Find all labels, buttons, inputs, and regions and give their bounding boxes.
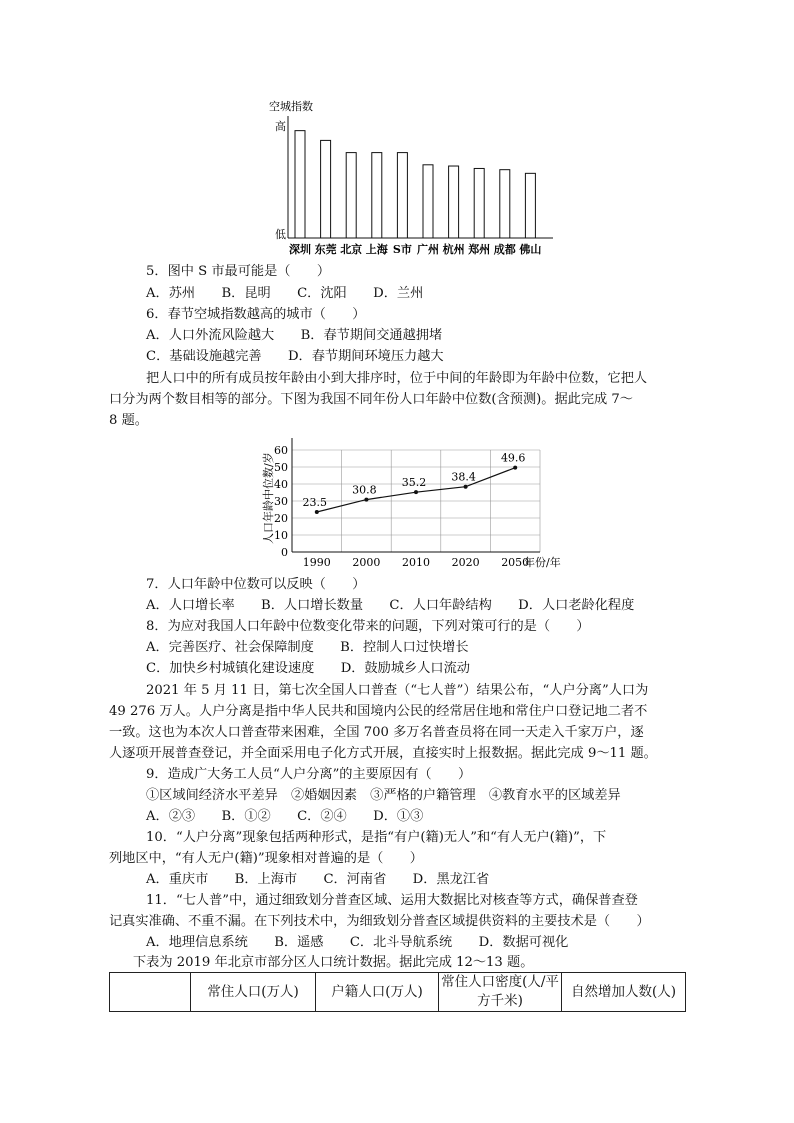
intro911-line4: 人逐项开展普查登记，并全面采用电子化方式开展，直接实时上报数据。据此完成 9～11 题。 <box>109 746 657 761</box>
data-label: 30.8 <box>352 483 377 497</box>
table-header-cell <box>110 973 191 1012</box>
q8-options-1: A．完善医疗、社会保障制度 B．控制人口过快增长 <box>146 640 469 655</box>
x-tick-label: 2020 <box>451 556 480 569</box>
q7-options: A．人口增长率 B．人口增长数量 C．人口年龄结构 D．人口老龄化程度 <box>146 598 635 613</box>
q11-options: A．地理信息系统 B．遥感 C．北斗导航系统 D．数据可视化 <box>146 935 569 950</box>
q6-options-2: C．基础设施越完善 D．春节期间环境压力越大 <box>146 349 444 364</box>
category-label: 佛山 <box>519 243 542 256</box>
category-label: 上海 <box>365 243 388 256</box>
y-tick-label: 0 <box>281 546 288 559</box>
chart1-ytick-high: 高 <box>275 120 286 133</box>
q11-line2: 记真实准确、不重不漏。在下列技术中，为细致划分普查区域提供资料的主要技术是（ ） <box>109 914 650 929</box>
x-tick-label: 2050 <box>501 556 530 569</box>
bar-7 <box>449 166 459 238</box>
table-header-cell: 常住人口密度(人/平方千米) <box>439 973 562 1012</box>
category-label: S市 <box>392 243 412 256</box>
y-tick-label: 20 <box>274 512 288 525</box>
data-point <box>513 466 517 470</box>
intro78-line3: 8 题。 <box>109 413 148 428</box>
category-label: 东莞 <box>314 243 337 256</box>
category-label: 郑州 <box>468 243 491 256</box>
q6-options-1: A．人口外流风险越大 B．春节期间交通越拥堵 <box>146 328 443 343</box>
table-header-cell: 常住人口(万人) <box>191 973 316 1012</box>
data-point <box>464 485 468 489</box>
q10-line2: 列地区中，“有人无户(籍)”现象相对普遍的是（ ） <box>109 851 423 866</box>
bar-5 <box>397 153 407 238</box>
data-label: 38.4 <box>451 470 476 484</box>
q10-options: A．重庆市 B．上海市 C．河南省 D．黑龙江省 <box>146 872 490 887</box>
y-tick-label: 10 <box>274 529 288 542</box>
data-label: 49.6 <box>500 451 526 465</box>
data-label: 23.5 <box>302 496 328 510</box>
data-label: 35.2 <box>401 476 427 490</box>
bar-4 <box>372 153 382 238</box>
q5-options: A．苏州 B．昆明 C．沈阳 D．兰州 <box>146 286 424 301</box>
chart2-series-line <box>317 468 515 512</box>
q9-options: A．②③ B．①② C．②④ D．①③ <box>146 809 424 824</box>
intro1213: 下表为 2019 年北京市部分区人口统计数据。据此完成 12～13 题。 <box>133 955 534 970</box>
bar-6 <box>423 165 433 238</box>
category-label: 杭州 <box>442 243 465 256</box>
population-table <box>109 972 686 1012</box>
data-point <box>364 498 368 502</box>
x-tick-label: 1990 <box>302 556 331 569</box>
bar-10 <box>525 173 535 238</box>
table-header-cell: 户籍人口(万人) <box>316 973 439 1012</box>
y-tick-label: 60 <box>274 444 288 457</box>
bar-9 <box>500 170 510 238</box>
q7-stem: 7．人口年龄中位数可以反映（ ） <box>146 577 366 592</box>
data-point <box>414 490 418 494</box>
bar-2 <box>321 140 331 238</box>
bar-3 <box>346 153 356 238</box>
q8-stem: 8．为应对我国人口年龄中位数变化带来的问题，下列对策可行的是（ ） <box>146 619 590 634</box>
intro911-line3: 一致。这也为本次人口普查带来困难，全国 700 多万名普查员将在同一天走入千家万户，逐 <box>109 725 644 740</box>
chart2-xlabel: 年份/年 <box>524 556 561 569</box>
q9-stem: 9．造成广大务工人员“人户分离”的主要原因有（ ） <box>146 767 472 782</box>
intro78-line1: 把人口中的所有成员按年龄由小到大排序时，位于中间的年龄即为年龄中位数，它把人 <box>146 371 648 386</box>
category-label: 深圳 <box>289 243 311 256</box>
x-tick-label: 2000 <box>352 556 381 569</box>
intro911-line2: 49 276 万人。人户分离是指中华人民共和国境内公民的经常居住地和常住户口登记地二者不 <box>109 704 648 719</box>
y-tick-label: 30 <box>274 495 288 508</box>
q10-line1: 10．“人户分离”现象包括两种形式，是指“有户(籍)无人”和“有人无户(籍)”，下 <box>146 830 607 845</box>
table-header-row <box>110 973 686 1012</box>
category-label: 广州 <box>417 243 439 256</box>
bar-8 <box>474 168 484 238</box>
bar-1 <box>295 131 305 238</box>
data-point <box>315 510 319 514</box>
category-label: 成都 <box>493 243 516 256</box>
intro78-line2: 口分为两个数目相等的部分。下图为我国不同年份人口年龄中位数(含预测)。据此完成 7～ <box>109 392 633 407</box>
q5-stem: 5．图中 S 市最可能是（ ） <box>146 264 331 279</box>
y-tick-label: 50 <box>274 461 288 474</box>
q9-items: ①区域间经济水平差异 ②婚姻因素 ③严格的户籍管理 ④教育水平的区域差异 <box>146 788 621 803</box>
empty-city-index-chart <box>260 96 560 258</box>
chart2-ylabel: 人口年龄中位数/岁 <box>262 452 275 544</box>
category-label: 北京 <box>340 243 363 256</box>
q11-line1: 11．“七人普”中，通过细致划分普查区域、运用大数据比对核查等方式，确保普查登 <box>146 893 638 908</box>
chart1-ylabel: 空城指数 <box>269 100 313 113</box>
table-header-cell: 自然增加人数(人) <box>562 973 686 1012</box>
q6-stem: 6．春节空城指数越高的城市（ ） <box>146 307 366 322</box>
y-tick-label: 40 <box>274 478 288 491</box>
x-tick-label: 2010 <box>402 556 430 569</box>
chart1-ytick-low: 低 <box>275 228 286 241</box>
q8-options-2: C．加快乡村城镇化建设速度 D．鼓励城乡人口流动 <box>146 661 470 676</box>
intro911-line1: 2021 年 5 月 11 日，第七次全国人口普查（“七人普”）结果公布，“人户分离”人口为 <box>146 683 649 698</box>
median-age-chart <box>256 432 566 574</box>
